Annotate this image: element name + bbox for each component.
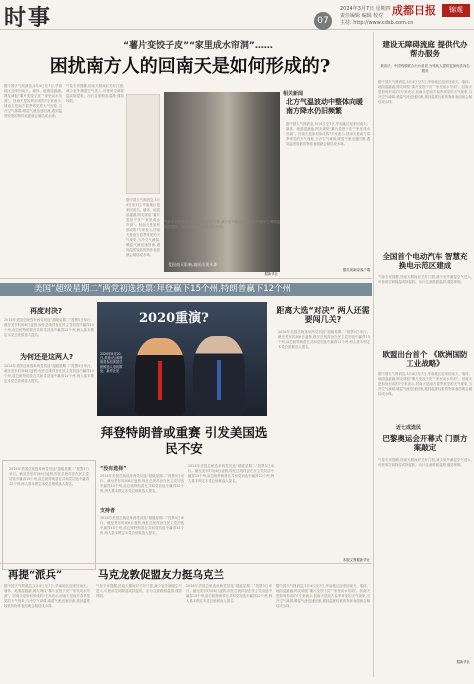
right-headline-3: 欧盟出台首个 《欧洲国防工业战略》 [382, 350, 468, 368]
right-story-body: 2024年美国总统选举两党初选“超级星期二”投票5日举行。截至美东时间6日凌晨,现任总统拜登在民主党初选中赢得15个州,前总统特朗普在共和党初选中赢得12个州,两人基本锁定本党总统候选人提名。 [278, 330, 370, 349]
bottom-body-2: 气象专家提醒,回南天期间应关好门窗,减少室外潮湿空气进入,可使用空调除湿或除湿机。出行注意路面湿滑,谨防摔倒。 [96, 584, 182, 598]
side-story-credit: 据央视新闻客户端 [342, 268, 370, 272]
candidate-figure-right [193, 336, 245, 416]
election-body-2: 2024年美国总统选举两党初选“超级星期二”投票5日举行。截至美东时间6日凌晨,现任总统拜登在民主党初选中赢得15个州,前总统特朗普在共和党初选中赢得12个州,两人基本锁定本党总统候选人提名。 [100, 516, 184, 535]
election-body-1: 2024年美国总统选举两党初选“超级星期二”投票5日举行。截至美东时间6日凌晨,现任总统拜登在民主党初选中赢得15个州,前总统特朗普在共和党初选中赢得12个州,两人基本锁定本党总统候选人提名。 [100, 474, 184, 493]
election-credit: 本版文图据新华社 [342, 558, 370, 562]
newspaper-logo: 成都日报 [392, 4, 436, 17]
logo-badge: 锦观 [442, 4, 470, 17]
left-box [2, 460, 96, 570]
election-body-3: 2024年美国总统选举两党初选“超级星期二”投票5日举行。截至美东时间6日凌晨,现任总统拜登在民主党初选中赢得15个州,前总统特朗普在共和党初选中赢得12个州,两人基本锁定本党总统候选人提名。 [188, 464, 274, 483]
photo-title: 2020重演? [139, 311, 209, 326]
bottom-headline-1: 再提“派兵” [8, 569, 63, 581]
right-headline-1: 建设无障碍流庭 提供代办帮办服务 [382, 40, 468, 58]
page-number: 07 [314, 12, 332, 30]
lead-headline: 困扰南方人的回南天是如何形成的? [49, 56, 331, 77]
header-editors: 责任编辑 编辑 校对 [340, 13, 384, 19]
bottom-body-4: 据中国天气网消息,3月4日至7日,华南地区迎来回南天。墙体、地面湿漉漉,网友调侃“薯片变饺子皮”“家里成水帘洞”。回南天是如何形成的?专家表示,回南天是南方春季常见的天气现象,当冷空气减弱,暖湿气流迅速回流,遇到温度较低的物体表面就会凝结成水珠。 [276, 584, 370, 608]
left-body-1: 2024年美国总统选举两党初选“超级星期二”投票5日举行。截至美东时间6日凌晨,现任总统拜登在民主党初选中赢得15个州,前总统特朗普在共和党初选中赢得12个州,两人基本锁定本党总统候选人提名。 [4, 318, 94, 337]
election-headline: 拜登特朗普或重赛 引发美国选民不安 [100, 425, 268, 456]
left-headline-2: 为何还是这两人? [20, 353, 74, 361]
side-story-headline: 北方气温波动中整体向暖 南方降水仍旧频繁 [286, 98, 363, 115]
bottom-body-1: 据中国天气网消息,3月4日至7日,华南地区迎来回南天。墙体、地面湿漉漉,网友调侃“薯片变饺子皮”“家里成水帘洞”。回南天是如何形成的?专家表示,回南天是南方春季常见的天气现象,当冷空气减弱,暖湿气流迅速回流,遇到温度较低的物体表面就会凝结成水珠。 [4, 584, 90, 608]
candidates-photo [97, 302, 267, 416]
lead-body-col2: 气象专家提醒,回南天期间应关好门窗,减少室外潮湿空气进入,可使用空调除湿或除湿机。出行注意路面湿滑,谨防摔倒。 [66, 84, 124, 103]
side-story-body: 据中国天气网消息,3月4日至7日,华南地区迎来回南天。墙体、地面湿漉漉,网友调侃“薯片变饺子皮”“家里成水帘洞”。回南天是如何形成的?专家表示,回南天是南方春季常见的天气现象,当冷空气减弱,暖湿气流迅速回流,遇到温度较低的物体表面就会凝结成水珠。 [286, 122, 370, 146]
left-headline-1: 再度对决? [30, 307, 63, 315]
left-body-2: 2024年美国总统选举两党初选“超级星期二”投票5日举行。截至美东时间6日凌晨,现任总统拜登在民主党初选中赢得15个州,前总统特朗普在共和党初选中赢得12个州,两人基本锁定本党总统候选人提名。 [4, 364, 94, 383]
right-headline-2: 全国首个电动汽车 智慧充换电示范区建成 [382, 252, 468, 270]
side-story-tag: 相关新闻 [283, 91, 304, 97]
right-headline-4: 巴黎奥运会开幕式 门票方案敲定 [382, 434, 468, 452]
pull-quote-box [126, 94, 160, 194]
right-body-2: 气象专家提醒,回南天期间应关好门窗,减少室外潮湿空气进入,可使用空调除湿或除湿机。出行注意路面湿滑,谨防摔倒。 [378, 275, 472, 284]
right-body-1: 据中国天气网消息,3月4日至7日,华南地区迎来回南天。墙体、地面湿漉漉,网友调侃“薯片变饺子皮”“家里成水帘洞”。回南天是如何形成的?专家表示,回南天是南方春季常见的天气现象,当冷空气减弱,暖湿气流迅速回流,遇到温度较低的物体表面就会凝结成水珠。 [378, 80, 472, 104]
candidate-figure-left [135, 338, 185, 416]
section-title: 时事 [4, 5, 53, 31]
lead-body-col3: 据中国天气网消息,3月4日至7日,华南地区迎来回南天。墙体、地面湿漉漉,网友调侃“薯片变饺子皮”“家里成水帘洞”。回南天是如何形成的?专家表示,回南天是南方春季常见的天气现象,当冷空气减弱,暖湿气流迅速回流,遇到温度较低的物体表面就会凝结成水珠。 [126, 198, 160, 257]
election-sub-1: “没有选择” [100, 466, 127, 472]
header-url: 主持: http://www.cdsb.com.cn [340, 20, 414, 26]
right-tag-4: 近七成选民 [396, 425, 422, 431]
election-banner: 美国“超级星期二”两党初选投票:拜登赢下15个州,特朗普赢下12个州 [0, 283, 372, 296]
bottom-headline-2: 马克龙敦促盟友力挺乌克兰 [98, 569, 224, 581]
lead-photo-caption: 受回南天影响,墙面出现水珠 [168, 262, 218, 267]
photo-caption: 2020年8月20日,拜登(右)和特朗普参加美国总统候选人电视辩论。新华社发 [100, 352, 123, 373]
lead-kicker: “薯片变饺子皮”“家里成水帘洞”…… [123, 41, 273, 51]
header-date: 2024年3月7日 星期四 [340, 6, 391, 12]
left-box-body: 2024年美国总统选举两党初选“超级星期二”投票5日举行。截至美东时间6日凌晨,现任总统拜登在民主党初选中赢得15个州,前总统特朗普在共和党初选中赢得12个州,两人基本锁定本党总统候选人提名。 [9, 467, 89, 486]
lead-body-col1: 据中国天气网消息,3月4日至7日,华南地区迎来回南天。墙体、地面湿漉漉,网友调侃“薯片变饺子皮”“家里成水帘洞”。回南天是如何形成的?专家表示,回南天是南方春季常见的天气现象,当冷空气减弱,暖湿气流迅速回流,遇到温度较低的物体表面就会凝结成水珠。 [4, 84, 62, 118]
right-story-headline: 距离大选“对决” 两人还需要闯几关? [276, 306, 370, 324]
section-rule [0, 278, 372, 279]
right-body-3: 据中国天气网消息,3月4日至7日,华南地区迎来回南天。墙体、地面湿漉漉,网友调侃“薯片变饺子皮”“家里成水帘洞”。回南天是如何形成的?专家表示,回南天是南方春季常见的天气现象,当冷空气减弱,暖湿气流迅速回流,遇到温度较低的物体表面就会凝结成水珠。 [378, 372, 472, 396]
right-body-4: 气象专家提醒,回南天期间应关好门窗,减少室外潮湿空气进入,可使用空调除湿或除湿机。出行注意路面湿滑,谨防摔倒。 [378, 458, 472, 467]
right-credit: 据新华社 [456, 660, 470, 664]
election-sub-2: 支持者 [100, 508, 116, 514]
right-subhead-1: 最高法、中国残联联合出台意见 为残疾人提供更加优质诉讼服务 [380, 64, 470, 73]
lead-credit: 据新华社 [264, 272, 278, 276]
bottom-body-3: 2024年美国总统选举两党初选“超级星期二”投票5日举行。截至美东时间6日凌晨,现任总统拜登在民主党初选中赢得15个州,前总统特朗普在共和党初选中赢得12个州,两人基本锁定本党总统候选人提名。 [186, 584, 272, 603]
lead-body-col4: 气象专家提醒,回南天期间应关好门窗,减少室外潮湿空气进入,可使用空调除湿或除湿机。出行注意路面湿滑,谨防摔倒。 [164, 220, 280, 229]
column-rule-right [373, 32, 374, 677]
page-header [0, 0, 474, 30]
